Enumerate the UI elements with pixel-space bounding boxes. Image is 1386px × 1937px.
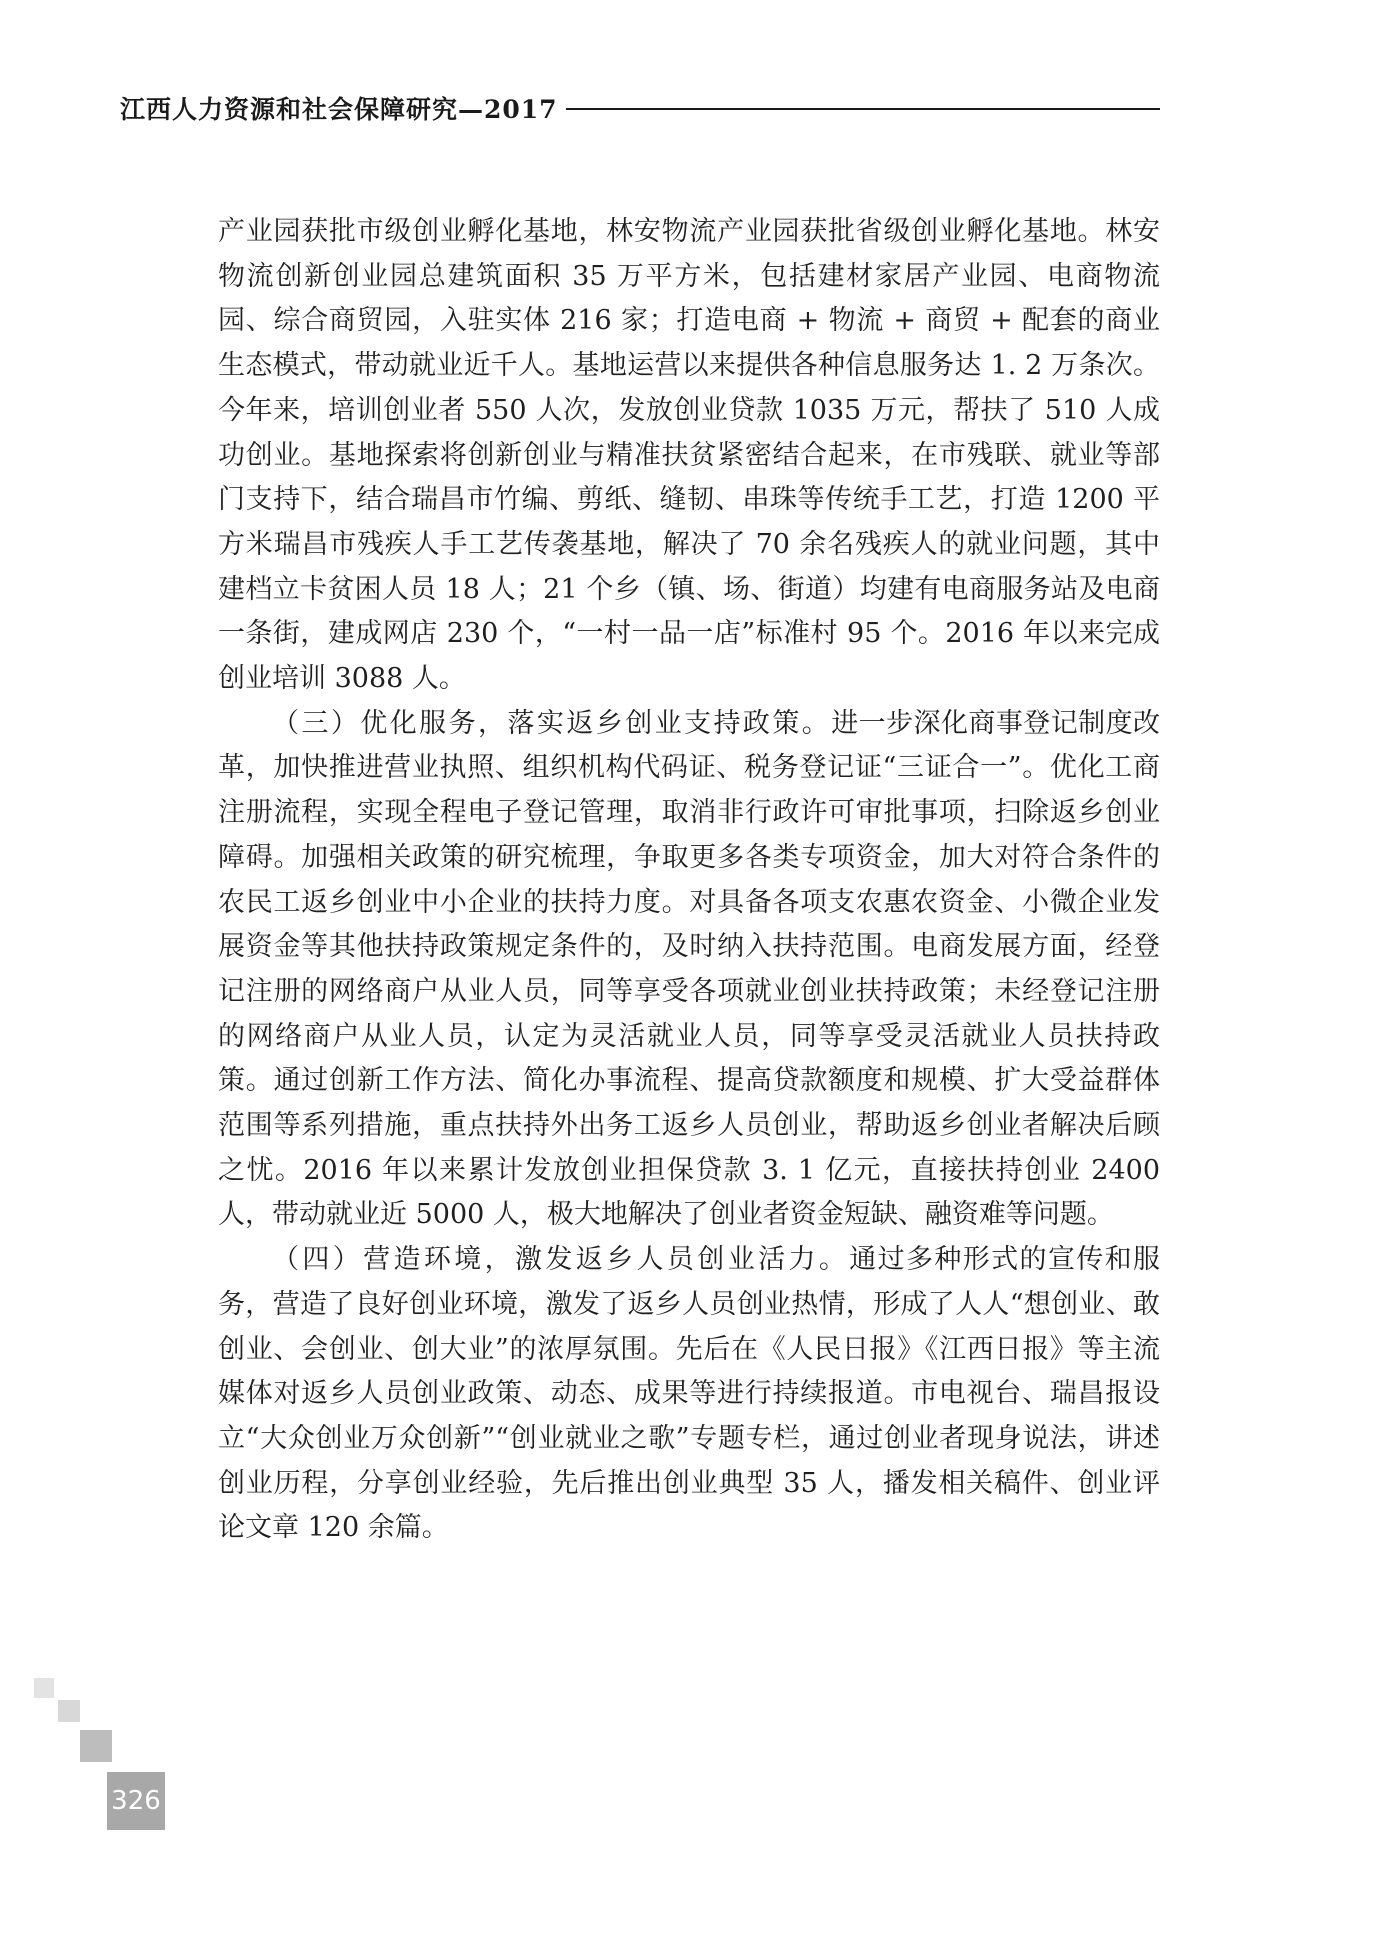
running-header-title: 江西人力资源和社会保障研究—2017 [120, 95, 558, 124]
paragraph-2 [218, 702, 1160, 1238]
paragraph-3-text: 通过多种形式的宣传和服务，营造了良好创业环境，激发了返乡人员创业热情，形成了人人“想创业、敢创业、会创业、创大业”的浓厚氛围。先后在《人民日报》《江西日报》等主流媒体对返乡人员创业政策、动态、成果等进行持续报道。市电视台、瑞昌报设立“大众创业万众创新”“创业就业之歌”专题专栏，通过创业者现身说法，讲述创业历程，分享创业经验，先后推出创业典型 35 人，播发相关稿件、创业评论文章 120 余篇。 [218, 1244, 1161, 1544]
paragraph-2-text: 进一步深化商事登记制度改革，加快推进营业执照、组织机构代码证、税务登记证“三证合一”。优化工商注册流程，实现全程电子登记管理，取消非行政许可审批事项，扫除返乡创业障碍。加强相关政策的研究梳理，争取更多各类专项资金，加大对符合条件的农民工返乡创业中小企业的扶持力度。对具备各项支农惠农资金、小微企业发展资金等其他扶持政策规定条件的，及时纳入扶持范围。电商发展方面，经登记注册的网络商户从业人员，同等享受各项就业创业扶持政策；未经登记注册的网络商户从业人员，认定为灵活就业人员，同等享受灵活就业人员扶持政策。通过创新工作方法、简化办事流程、提高贷款额度和规模、扩大受益群体范围等系列措施，重点扶持外出务工返乡人员创业，帮助返乡创业者解决后顾之忧。2016 年以来累计发放创业担保贷款 3. 1 亿元，直接扶持创业 2400 人，带动就业近 5000 人，极大地解决了创业者资金短缺、融资难等问题。 [218, 707, 1161, 1231]
body-text [218, 210, 1160, 1551]
page-number: 326 [107, 1772, 165, 1830]
decorative-square [34, 1678, 54, 1698]
paragraph-1: 产业园获批市级创业孵化基地，林安物流产业园获批省级创业孵化基地。林安物流创新创业园总建筑面积 35 万平方米，包括建材家居产业园、电商物流园、综合商贸园，入驻实体 216 家；打造电商 + 物流 + 商贸 + 配套的商业生态模式，带动就业近千人。基地运营以来提供各种信息服务达 1. 2 万条次。今年来，培训创业者 550 人次，发放创业贷款 1035 万元，帮扶了 510 人成功创业。基地探索将创新创业与精准扶贫紧密结合起来，在市残联、就业等部门支持下，结合瑞昌市竹编、剪纸、缝韧、串珠等传统手工艺，打造 1200 平方米瑞昌市残疾人手工艺传袭基地，解决了 70 余名残疾人的就业问题，其中建档立卡贫困人员 18 人；21 个乡（镇、场、街道）均建有电商服务站及电商一条街，建成网店 230 个，“一村一品一店”标准村 95 个。2016 年以来完成创业培训 3088 人。 [218, 216, 1160, 695]
header-rule [566, 108, 1160, 110]
decorative-square [80, 1730, 112, 1762]
paragraph-3 [218, 1238, 1160, 1551]
running-header [120, 88, 1160, 128]
decorative-square [58, 1700, 80, 1722]
section-heading-3: （三）优化服务，落实返乡创业支持政策。 [272, 707, 832, 739]
section-heading-4: （四）营造环境，激发返乡人员创业活力。 [272, 1244, 850, 1276]
